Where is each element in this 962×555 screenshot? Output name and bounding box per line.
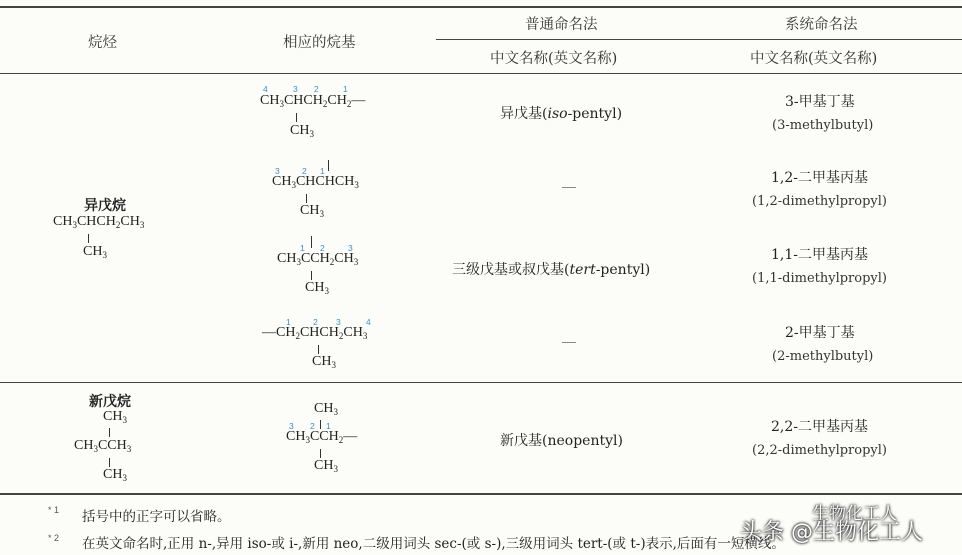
branch-methyl: $CH_3$ bbox=[290, 123, 314, 139]
locant-3: 3 bbox=[275, 166, 280, 176]
top-methyl: $CH_3$ bbox=[314, 401, 338, 417]
systematic-name-en-row3: (1,1-dimethylpropyl) bbox=[752, 271, 887, 286]
locant-2: 2 bbox=[310, 421, 315, 431]
alkane-name-isopentane: 异戊烷 bbox=[84, 198, 126, 214]
table-top-rule bbox=[0, 6, 962, 8]
systematic-name-cn-row4: 2-甲基丁基 bbox=[785, 325, 855, 341]
header-common-subheading: 中文名称(英文名称) bbox=[490, 51, 618, 67]
systematic-name-en-row1: (3-methylbutyl) bbox=[772, 118, 874, 133]
systematic-name-cn-row3: 1,1-二甲基丙基 bbox=[771, 247, 868, 263]
locant-1: 1 bbox=[326, 421, 331, 431]
header-alkane: 烷烃 bbox=[88, 35, 117, 51]
locant-2: 2 bbox=[320, 243, 325, 253]
branch-methyl: $CH_3$ bbox=[300, 203, 324, 219]
common-name-row5: 新戊基(neopentyl) bbox=[500, 433, 623, 449]
header-bottom-rule bbox=[0, 73, 962, 74]
locant-4: 4 bbox=[263, 84, 268, 94]
group-divider-rule bbox=[0, 382, 962, 383]
attachment-bond bbox=[328, 160, 329, 171]
branch-methyl: $CH_3$ bbox=[312, 354, 336, 370]
locant-3: 3 bbox=[293, 84, 298, 94]
isopentane-main-chain: $CH_3CHCH_2CH_3$ bbox=[53, 214, 145, 230]
common-name-empty-row4 bbox=[562, 342, 576, 343]
watermark-top: 生物化工人 bbox=[812, 504, 897, 524]
header-mid-rule bbox=[436, 39, 962, 40]
top-bond bbox=[320, 420, 321, 429]
locant-3: 3 bbox=[348, 243, 353, 253]
systematic-name-cn-row2: 1,2-二甲基丙基 bbox=[771, 170, 868, 186]
neopentane-top-methyl: $CH_3$ bbox=[103, 409, 127, 425]
branch-bond bbox=[311, 271, 312, 280]
locant-3: 3 bbox=[336, 317, 341, 327]
header-systematic-naming: 系统命名法 bbox=[785, 17, 858, 33]
locant-2: 2 bbox=[302, 166, 307, 176]
locant-3: 3 bbox=[289, 421, 294, 431]
attachment-bond bbox=[311, 236, 312, 248]
locant-4: 4 bbox=[366, 317, 371, 327]
chain-3-methylbutyl: $CH_3CHCH_2CH_2—$ bbox=[260, 93, 366, 109]
neopentane-main-chain: $CH_3CCH_3$ bbox=[74, 438, 132, 454]
bottom-bond bbox=[320, 449, 321, 458]
header-common-naming: 普通命名法 bbox=[525, 17, 598, 33]
systematic-name-en-row2: (1,2-dimethylpropyl) bbox=[752, 194, 887, 209]
branch-methyl: $CH_3$ bbox=[305, 280, 329, 296]
common-name-row3: 三级戊基或叔戊基(tert-pentyl) bbox=[452, 262, 651, 278]
neopentane-top-bond bbox=[109, 428, 110, 437]
systematic-name-cn-row1: 3-甲基丁基 bbox=[785, 94, 855, 110]
branch-bond bbox=[306, 194, 307, 203]
watermark-bottom: 头条 @生物化工人 bbox=[740, 520, 923, 545]
branch-bond bbox=[296, 113, 297, 122]
chain-1-1-dimethylpropyl: $CH_3CCH_2CH_3$ bbox=[277, 251, 359, 267]
locant-2: 2 bbox=[313, 317, 318, 327]
neopentane-bottom-bond bbox=[109, 458, 110, 467]
header-alkyl-group: 相应的烷基 bbox=[283, 35, 356, 51]
common-name-empty-row2 bbox=[562, 187, 576, 188]
chain-1-2-dimethylpropyl: $CH_3CHCHCH_3$ bbox=[272, 174, 359, 190]
bottom-methyl: $CH_3$ bbox=[314, 458, 338, 474]
footnote-2: 在英文命名时,正用 n-,异用 iso-或 i-,新用 neo,二级用词头 sec-(或 s-),三级用词头 tert-(或 t-)表示,后面有一短横线。 bbox=[82, 536, 785, 552]
locant-2: 2 bbox=[314, 84, 319, 94]
footnote-1: 括号中的正字可以省略。 bbox=[82, 509, 231, 525]
systematic-name-en-row4: (2-methylbutyl) bbox=[772, 349, 874, 364]
chain-2-methylbutyl: $—CH_2CHCH_2CH_3$ bbox=[262, 325, 368, 341]
isopentane-branch: $CH_3$ bbox=[83, 244, 107, 260]
header-systematic-subheading: 中文名称(英文名称) bbox=[750, 51, 878, 67]
common-name-row1: 异戊基(iso-pentyl) bbox=[500, 106, 623, 122]
systematic-name-en-row5: (2,2-dimethylpropyl) bbox=[752, 443, 887, 458]
systematic-name-cn-row5: 2,2-二甲基丙基 bbox=[771, 419, 868, 435]
locant-1: 1 bbox=[343, 84, 348, 94]
alkane-name-neopentane: 新戊烷 bbox=[89, 394, 131, 410]
table-bottom-rule bbox=[0, 493, 962, 495]
footnote-marker-1: * 1 bbox=[48, 505, 60, 515]
locant-1: 1 bbox=[320, 166, 325, 176]
footnote-marker-2: * 2 bbox=[48, 533, 60, 543]
locant-1: 1 bbox=[286, 317, 291, 327]
chain-2-2-dimethylpropyl: $CH_3CCH_2—$ bbox=[286, 429, 358, 445]
branch-bond bbox=[318, 345, 319, 354]
locant-1: 1 bbox=[300, 243, 305, 253]
isopentane-branch-bond bbox=[88, 234, 89, 243]
neopentane-bottom-methyl: $CH_3$ bbox=[103, 467, 127, 483]
